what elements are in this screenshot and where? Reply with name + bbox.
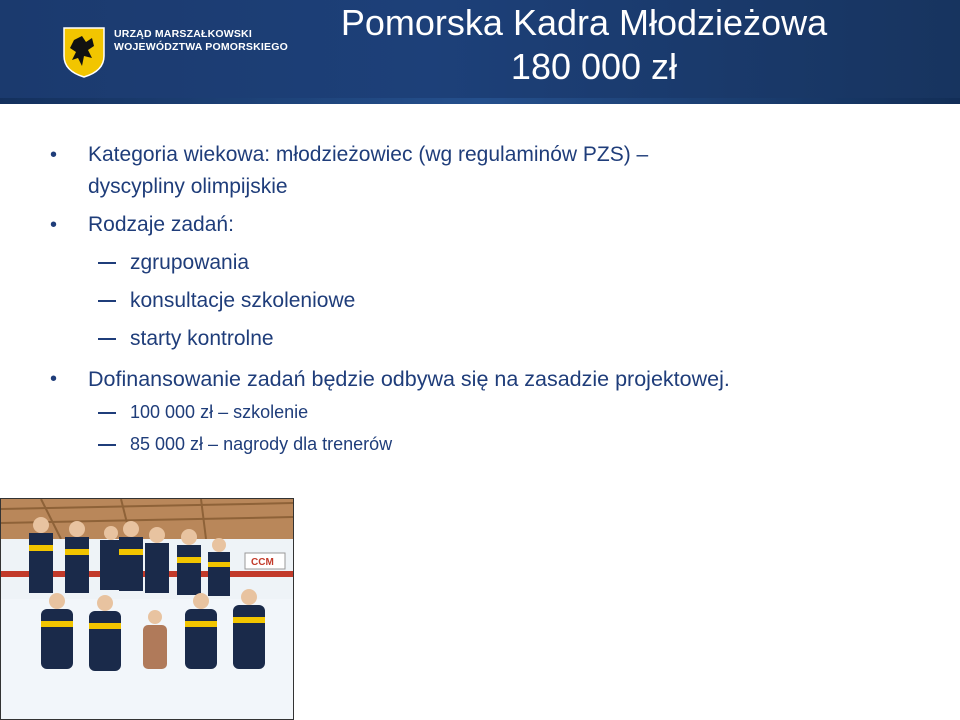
slide-title: Pomorska Kadra Młodzieżowa	[340, 2, 828, 43]
bullet-icon: •	[50, 214, 58, 236]
sub-item: zgrupowania	[130, 251, 250, 274]
arena-sign: CCM	[251, 557, 274, 568]
org-name	[114, 28, 288, 54]
dash-icon	[98, 444, 116, 446]
sub-item: 100 000 zł – szkolenie	[130, 402, 309, 422]
bullet-icon: •	[50, 368, 58, 390]
org-line-2: WOJEWÓDZTWA POMORSKIEGO	[114, 41, 288, 53]
sub-item: konsultacje szkoleniowe	[130, 289, 356, 312]
team-photo	[0, 498, 294, 720]
header-band	[0, 0, 960, 104]
team-photo-illustration	[1, 499, 294, 720]
bullet-age-category-cont: dyscypliny olimpijskie	[88, 175, 288, 198]
sub-item: starty kontrolne	[130, 327, 274, 350]
bullet-icon: •	[50, 144, 58, 166]
dash-icon	[98, 262, 116, 264]
bullet-age-category: Kategoria wiekowa: młodzieżowiec (wg regulaminów PZS) –	[88, 143, 649, 166]
bullet-funding: Dofinansowanie zadań będzie odbywa się na zasadzie projektowej.	[88, 367, 730, 391]
org-line-1: URZĄD MARSZAŁKOWSKI	[114, 28, 252, 40]
slide-amount: 180 000 zł	[510, 46, 678, 87]
dash-icon	[98, 338, 116, 340]
sub-item: 85 000 zł – nagrody dla trenerów	[130, 434, 393, 454]
griffin-crest-icon	[62, 26, 106, 78]
bullet-task-types: Rodzaje zadań:	[88, 213, 234, 236]
dash-icon	[98, 300, 116, 302]
dash-icon	[98, 412, 116, 414]
